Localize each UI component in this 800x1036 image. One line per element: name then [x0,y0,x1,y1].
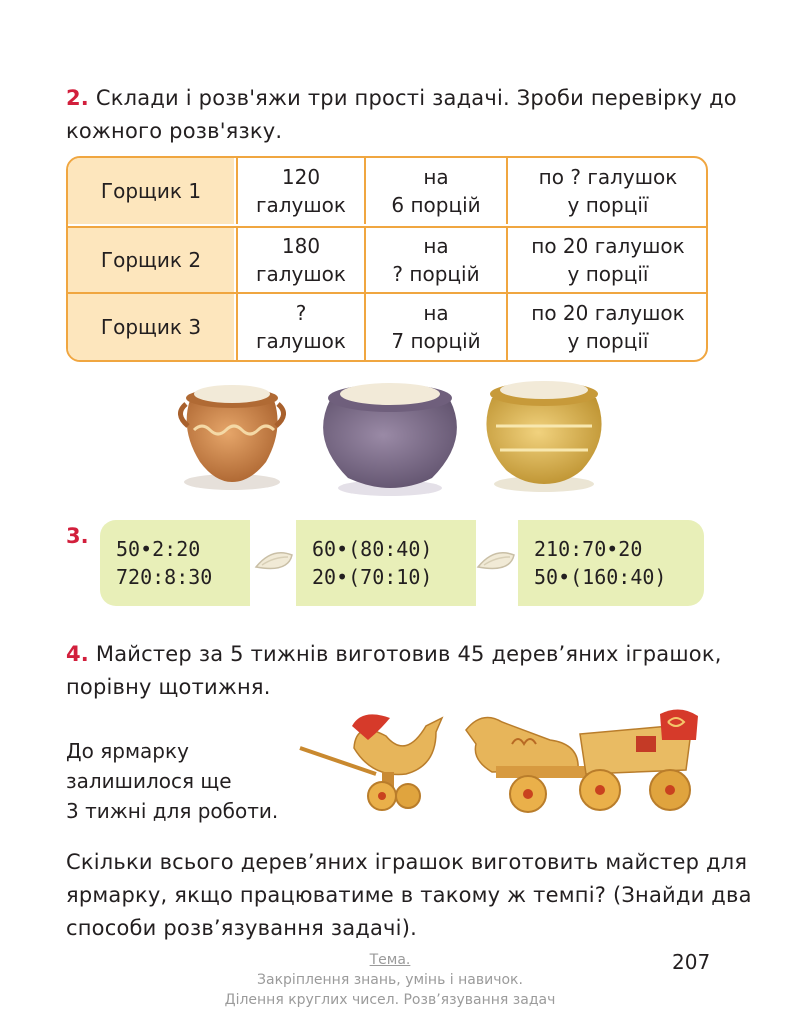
task2-text [66,82,737,148]
expression: 50•2:20 [116,537,201,561]
pot-name: Горщик 3 [68,294,234,360]
footer-topic [200,950,580,1010]
cell-text: 180 [281,234,321,258]
dumplings-cell [236,158,364,224]
task4-question [66,846,752,945]
task2-line1: Склади і розв'яжи три прості задачі. Зроби перевірку до [95,86,737,110]
topic-label: Тема. [369,952,411,968]
pot-name: Горщик 1 [68,158,234,224]
task4-number: 4. [66,642,89,666]
wooden-horse-cart-icon [466,709,698,812]
cell-text: 120 [281,165,321,189]
pot-name: Горщик 2 [68,228,234,292]
wooden-bird-toy-icon [300,714,442,810]
expression: 20•(70:10) [312,565,433,589]
dumplings-cell [236,228,364,292]
expression: 210:70•20 [534,537,643,561]
cell-text: по 20 галушок [531,234,685,258]
dumplings-cell [236,294,364,360]
task3-number: 3. [66,524,89,548]
portions-cell [364,158,506,224]
fair-note [66,736,278,826]
cell-text: 7 порцій [391,329,481,353]
cell-text: 6 порцій [391,193,481,217]
cell-text: галушок [256,193,346,217]
cell-text: ? [295,301,307,325]
expression: 720:8:30 [116,565,213,589]
table-row [68,292,706,360]
task2-number: 2. [66,86,89,110]
question-line: способи розв’язування задачі). [66,916,417,940]
yellow-pot-icon [486,381,601,492]
expression-card [518,520,704,606]
per-portion-cell [506,294,708,360]
cell-text: у порції [567,329,649,353]
table-row [68,226,706,292]
task2-table [66,156,708,362]
expression-card [296,520,476,606]
question-line: Скільки всього дерев’яних іграшок виготовить майстер для [66,850,748,874]
portions-cell [364,294,506,360]
cell-text: галушок [256,329,346,353]
purple-pot-icon [323,383,457,496]
expression: 50•(160:40) [534,565,667,589]
topic-line2: Ділення круглих чисел. Розв’язування задач [224,992,556,1008]
task4-line1: Майстер за 5 тижнів виготовив 45 дерев’яних іграшок, [95,642,722,666]
per-portion-cell [506,158,708,224]
cell-text: по ? галушок [538,165,678,189]
task4-text [66,638,726,704]
cell-text: на [423,301,449,325]
cell-text: по 20 галушок [531,301,685,325]
cell-text: у порції [567,193,649,217]
fair-line: До ярмарку [66,739,189,763]
cell-text: у порції [567,262,649,286]
fair-line: 3 тижні для роботи. [66,799,279,823]
dumpling-icon [252,545,296,579]
table-row [68,158,706,224]
page-number: 207 [672,950,711,974]
pots-illustration [170,370,610,500]
portions-cell [364,228,506,292]
clay-pot-icon [180,385,283,490]
topic-line1: Закріплення знань, умінь і навичок. [257,972,523,988]
cell-text: на [423,165,449,189]
cell-text: на [423,234,449,258]
fair-line: залишилося ще [66,769,232,793]
per-portion-cell [506,228,708,292]
cell-text: галушок [256,262,346,286]
expression-card [100,520,250,606]
task2-line2: кожного розв'язку. [66,119,283,143]
dumpling-icon [474,545,518,579]
cell-text: ? порцій [392,262,480,286]
wooden-toys-illustration [296,700,706,816]
expression: 60•(80:40) [312,537,433,561]
question-line: ярмарку, якщо працюватиме в такому ж темпі? (Знайди два [66,883,752,907]
task4-line2: порівну щотижня. [66,675,271,699]
